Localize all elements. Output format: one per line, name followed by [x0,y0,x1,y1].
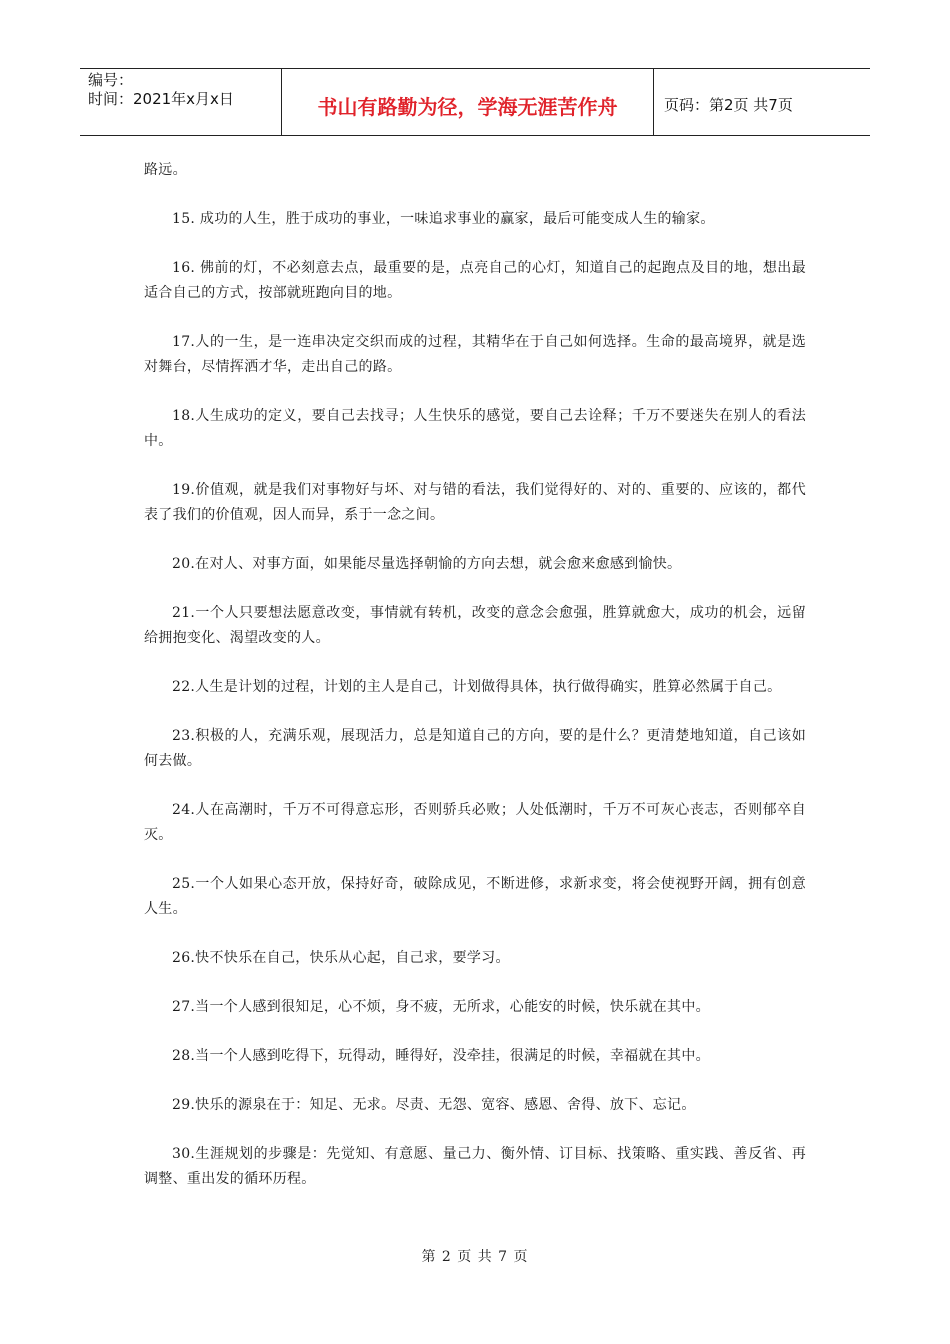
page-footer: 第 2 页 共 7 页 [421,1249,529,1265]
paragraph: 16. 佛前的灯，不必刻意去点，最重要的是，点亮自己的心灯，知道自己的起跑点及目的地，想出最适合自己的方式，按部就班跑向目的地。 [144,260,806,301]
page-header [80,68,870,136]
document-number-label: 编号： [88,71,134,89]
paragraph: 17.人的一生，是一连串决定交织而成的过程，其精华在于自己如何选择。生命的最高境界，就是选对舞台，尽情挥洒才华，走出自己的路。 [144,334,806,375]
paragraph: 15. 成功的人生，胜于成功的事业，一味追求事业的赢家，最后可能变成人生的输家。 [172,211,715,227]
paragraph: 21.一个人只要想法愿意改变，事情就有转机，改变的意念会愈强，胜算就愈大，成功的机会，远留给拥抱变化、渴望改变的人。 [144,605,806,646]
paragraph: 22.人生是计划的过程，计划的主人是自己，计划做得具体，执行做得确实，胜算必然属于自己。 [172,679,782,695]
document-body [144,158,806,1216]
paragraph: 路远。 [144,162,187,178]
paragraph: 29.快乐的源泉在于：知足、无求。尽责、无怨、宽容、感恩、舍得、放下、忘记。 [172,1097,696,1113]
paragraph: 23.积极的人，充满乐观，展现活力，总是知道自己的方向，要的是什么？更清楚地知道，自己该如何去做。 [144,728,806,769]
paragraph: 28.当一个人感到吃得下，玩得动，睡得好，没牵挂，很满足的时候，幸福就在其中。 [172,1048,710,1064]
paragraph: 30.生涯规划的步骤是：先觉知、有意愿、量己力、衡外情、订目标、找策略、重实践、善反省、再调整、重出发的循环历程。 [144,1146,806,1187]
paragraph: 25.一个人如果心态开放，保持好奇，破除成见，不断进修，求新求变，将会使视野开阔，拥有创意人生。 [144,876,806,917]
header-motto: 书山有路勤为径，学海无涯苦作舟 [282,69,654,135]
paragraph: 27.当一个人感到很知足，心不烦，身不疲，无所求，心能安的时候，快乐就在其中。 [172,999,710,1015]
paragraph: 18.人生成功的定义，要自己去找寻；人生快乐的感觉，要自己去诠释；千万不要迷失在别人的看法中。 [144,408,806,449]
document-date: 时间：2021年x月x日 [88,90,234,108]
paragraph: 19.价值观，就是我们对事物好与坏、对与错的看法，我们觉得好的、对的、重要的、应该的，都代表了我们的价值观，因人而异，系于一念之间。 [144,482,806,523]
header-page-info: 页码：第2页 共7页 [664,95,793,114]
paragraph: 20.在对人、对事方面，如果能尽量选择朝愉的方向去想，就会愈来愈感到愉快。 [172,556,682,572]
paragraph: 24.人在高潮时，千万不可得意忘形，否则骄兵必败；人处低潮时，千万不可灰心丧志，否则郁卒自灭。 [144,802,806,843]
header-meta [80,69,282,135]
paragraph: 26.快不快乐在自己，快乐从心起，自己求，要学习。 [172,950,510,966]
